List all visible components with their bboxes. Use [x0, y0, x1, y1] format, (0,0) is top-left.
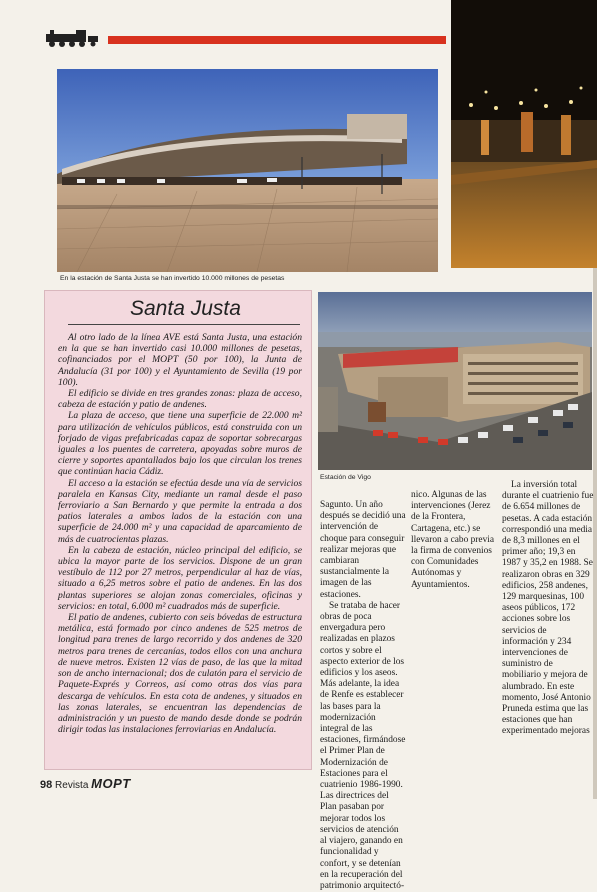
sidebar-title: Santa Justa — [130, 297, 241, 320]
page-footer — [40, 776, 131, 791]
body-paragraph: La inversión total durante el cuatrienio fue de 6.654 millones de pesetas. A cada estación correspondió una media de 8,3 millones en el primer año; 19,3 en 1987 y 35,2 en 1988. Se realizaron obras en 329 edificios, 258 andenes, 129 marquesinas, 100 aseos públicos, 172 acciones sobre los servicios de información y 234 intervenciones de suministro de mobiliario y mejora de alumbrado. En este momento, José Antonio Pruneda estima que las estaciones que han experimentado mejoras — [502, 480, 594, 737]
body-column-2 — [411, 490, 497, 591]
footer-revista: Revista — [55, 780, 89, 791]
sidebar-paragraph: El patio de andenes, cubierto con seis bóvedas de estructura metálica, está formado por cinco andenes de 525 metros de longitud para trenes de largo recorrido y dos andenes de 320 metros para trenes de cercanías, todos ellos con una anchura de nueve metros. Existen 12 vías de paso, de las que la mitad son de ancho internacional; dos de culatón para el servicio de Paquete-Exprés y Correos, así como otras dos vías para descarga de vehículos. En esta cota de andenes, y situados en las zonas laterales, se encuentran las dependencias de administración y un puesto de mando desde donde se podrán dirigir todas las instalaciones ferroviarias en Andalucía. — [58, 612, 302, 736]
body-paragraph: nico. Algunas de las intervenciones (Jerez de la Frontera, Cartagena, etc.) se llevaron a cabo previa la firma de convenios con Comunidades Autónomas y Ayuntamientos. — [411, 490, 495, 590]
body-paragraph: Sagunto. Un año después se decidió una intervención de choque para conseguir realizar mejoras que cambiaran sustancialmente la imagen de las estaciones. — [320, 500, 406, 600]
sidebar-paragraph: La plaza de acceso, que tiene una superficie de 22.000 m² para utilización de vehículos públicos, está construida con un forjado de vigas prefabricadas capaz de soportar sobrecargas iguales a los puentes de carretera, apoyadas sobre muros de cierre y soportes apantallados bajo los que circulan los trenes que continúan hacia Cádiz. — [58, 410, 302, 478]
sidebar-body — [58, 332, 302, 735]
vigo-station-photo — [318, 292, 592, 470]
station-platform-interior-photo — [451, 0, 597, 268]
body-paragraph: Se trataba de hacer obras de poca envergadura pero realizadas en plazos cortos y sobre el aspecto exterior de los edificios y los aseos. Más adelante, la idea de Renfe es establecer las bases para la modernización integral de las estaciones, firmándose el Primer Plan de Modernización de Estaciones para el cuatrienio 1986-1990. Las directrices del Plan pasaban por mejorar todos los servicios de atención al viajero, ganando en funcionalidad y confort, y se detenían en la recuperación del patrimonio arquitectó- — [320, 600, 406, 891]
sidebar-paragraph: El acceso a la estación se efectúa desde una vía de servicios paralela en Kansas City, mediante un ramal desde el paso ferroviario a San Bernardo y que permite la entrada a dos patios laterales a ambos lados de la estación con una superficie de 24.000 m² y una capacidad de aparcamiento de más de cuatrocientas plazas. — [58, 477, 302, 545]
sidebar-paragraph: En la cabeza de estación, núcleo principal del edificio, se ubica la mayor parte de los servicios. Dispone de un gran vestíbulo de 112 por 27 metros, perpendicular al haz de vías, situado a 6,25 metros sobre el patio de andenes. En las dos plantas superiores se alojan zonas comerciales, oficinas y servicios: en total, 6.000 m² cuadrados más de superficie. — [58, 544, 302, 612]
footer-brand: MOPT — [91, 776, 131, 791]
sidebar-title-rule — [68, 324, 300, 325]
body-column-1 — [320, 500, 406, 892]
photo1-caption: En la estación de Santa Justa se han invertido 10.000 millones de pesetas — [60, 275, 285, 282]
sidebar-paragraph: El edificio se divide en tres grandes zonas: plaza de acceso, cabeza de estación y patio de andenes. — [58, 388, 302, 411]
sidebar-paragraph: Al otro lado de la línea AVE está Santa Justa, una estación en la que se han invertido casi 10.000 millones de pesetas, cofinanciados por el MOPT (50 por 100), la Junta de Andalucía (31 por 100) y el Ayuntamiento de Sevilla (19 por 100). — [58, 332, 302, 388]
header-red-bar — [108, 36, 446, 44]
photo3-caption: Estación de Vigo — [320, 474, 371, 481]
body-column-3 — [502, 480, 594, 738]
page-number: 98 — [40, 779, 53, 791]
santa-justa-station-photo — [57, 69, 438, 272]
train-icon — [44, 28, 100, 48]
